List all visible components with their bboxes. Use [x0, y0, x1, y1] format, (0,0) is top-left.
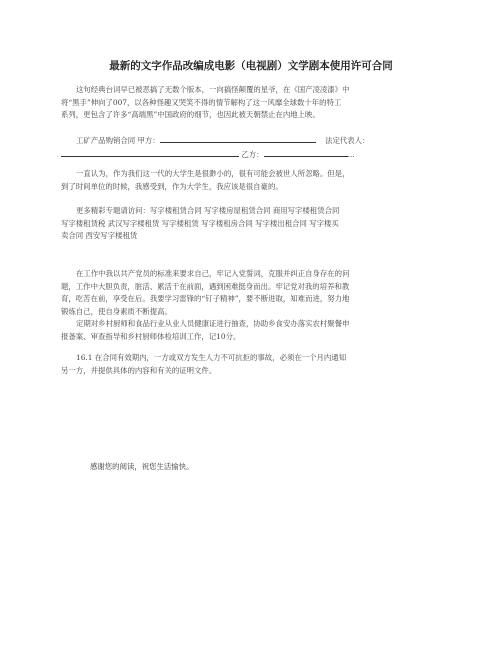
- text-line: 育，吃苦在前，享受在后。我要学习雷锋的“钉子精神”，要不断进取，知难而进，努力地: [61, 294, 350, 303]
- text-line: 系列，更包含了许多“高端黑”中国政府的细节，也因此被天朝禁止在内地上映。: [61, 110, 320, 119]
- text-line: 写字楼租赁税 武汉写字楼租赁 写字楼租赁 写字楼租房合同 写字楼出租合同 写字楼买: [61, 218, 339, 228]
- text-line: 16.1 在合同有效期内，一方或双方发生人力不可抗拒的事故，必须在一个月内通知: [76, 353, 347, 362]
- text-line: 锻炼自己，使自身素质不断提高。: [61, 306, 172, 316]
- text-line: 这句经典台词早已被恶搞了无数个版本，一向搞怪颠覆的星爷，在《国产凌凌漆》中: [76, 85, 350, 94]
- party-a-label: 工矿产品购销合同 甲方：: [76, 136, 160, 145]
- paragraph-3: [61, 168, 441, 193]
- ellipsis: ...: [347, 149, 355, 159]
- text-line: 卖合同 西安写字楼租赁: [61, 231, 138, 240]
- paragraph-contract-parties: [61, 134, 441, 161]
- paragraph-1: [61, 84, 441, 122]
- text-line: 定期对乡村厨师和食品行业从业人员健康证进行抽查，协助乡食安办落实农村聚餐申: [76, 319, 350, 328]
- legal-rep-blank: [61, 148, 239, 157]
- text-line: [61, 134, 441, 148]
- text-line: [61, 148, 441, 162]
- text-line: 将“黑手”伸向了007，以各种怪趣又哭笑不得的情节解构了这一风靡全球数十年的特工: [61, 97, 342, 107]
- text-line: 另一方，并提供具体的内容和有关的证明文件。: [61, 365, 217, 375]
- paragraph-related-topics: [61, 205, 441, 243]
- text-line: 在工作中我以共产党员的标准来要求自己，牢记入党誓词，克服并纠正自身存在的问: [76, 269, 350, 278]
- document-title: 最新的文字作品改编成电影（电视剧）文学剧本使用许可合同: [109, 60, 393, 72]
- paragraph-7: [61, 352, 441, 377]
- closing-thanks: 感谢您的阅读，祝您生活愉快。: [90, 462, 194, 471]
- text-line: 报备案、审查指导和乡村厨师体检培训工作，记10分。: [61, 331, 241, 341]
- text-line: 题，工作中大胆负责，脏活、累活干在前面，遇到困难挺身而出。牢记党对我的培养和教: [61, 281, 350, 291]
- text-line: 一直认为，作为我们这一代的大学生是很渺小的，很有可能会被世人所忽略。但是，: [76, 169, 350, 178]
- text-line: 到了时间单位的时候，我感受到，作为大学生，我应该是很自豪的。: [61, 181, 283, 191]
- party-b-blank: [264, 148, 348, 157]
- party-b-label: 乙方：: [241, 149, 264, 159]
- text-line: 更多精彩专题请访问：写字楼租赁合同 写字楼房屋租赁合同 商用写字楼租赁合同: [76, 206, 340, 215]
- paragraph-6: [61, 318, 441, 343]
- legal-rep-label: 法定代表人：: [325, 136, 370, 145]
- paragraph-5: [61, 268, 441, 318]
- party-a-blank: [160, 134, 316, 143]
